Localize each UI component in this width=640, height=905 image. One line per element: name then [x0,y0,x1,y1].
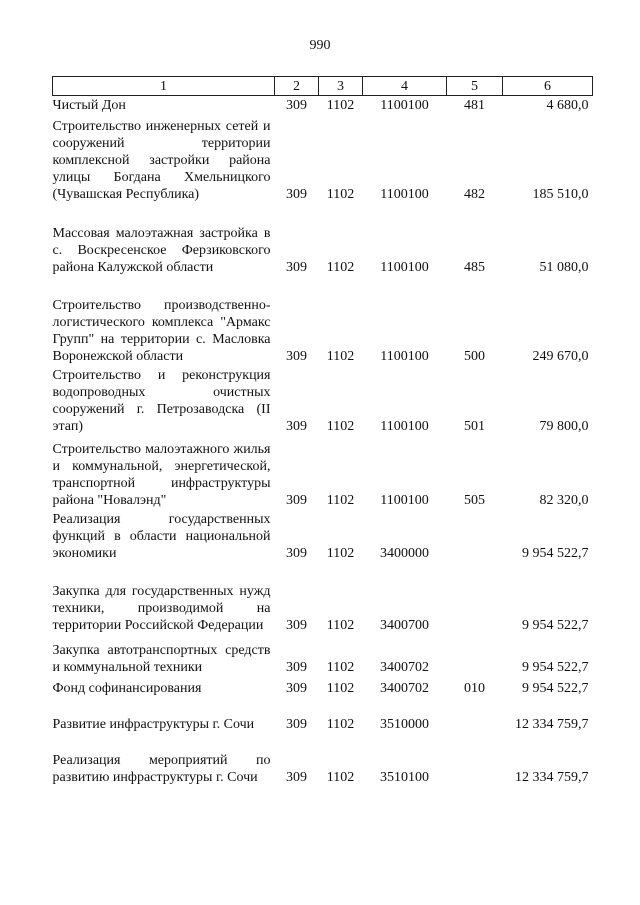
row-code-5: 481 [464,98,485,113]
row-code-3: 1102 [326,618,355,633]
column-header: 5 [447,77,503,96]
table-row [53,636,593,678]
row-code-4: 3510000 [380,717,429,732]
row-code-5: 010 [464,681,485,696]
row-code-4: 1100100 [380,187,429,202]
row-code-4: 3510100 [380,770,429,785]
row-name: Строительство и реконструкция водопроводных очистных сооружений г. Петрозаводска (II этап) [52,368,271,434]
row-code-2: 309 [286,681,307,696]
row-code-2: 309 [286,660,307,675]
row-code-5: 500 [464,349,485,364]
row-amount: 249 670,0 [532,349,589,364]
row-code-2: 309 [286,546,307,561]
table-row [53,678,593,699]
column-header: 2 [275,77,319,96]
row-code-4: 3400000 [380,546,429,561]
row-code-2: 309 [286,419,307,434]
row-amount: 9 954 522,7 [522,660,589,675]
row-code-5 [447,511,503,564]
row-amount: 12 334 759,7 [515,717,589,732]
row-name: Фонд софинансирования [52,681,202,696]
row-code-5 [447,699,503,735]
row-code-2: 309 [286,260,307,275]
row-code-2: 309 [286,98,307,113]
row-amount: 185 510,0 [532,187,589,202]
row-name: Строительство производственно-логистического комплекса "Армакс Групп" на территории с. Масловка Воронежской области [52,298,271,364]
row-code-2: 309 [286,493,307,508]
table-row [53,278,593,367]
row-code-2: 309 [286,618,307,633]
row-code-5: 485 [464,260,485,275]
table-row [53,116,593,205]
row-amount: 9 954 522,7 [522,618,589,633]
row-code-4: 3400702 [380,660,429,675]
row-code-5: 505 [464,493,485,508]
row-code-5 [447,636,503,678]
row-code-5 [447,735,503,788]
row-code-4: 1100100 [380,419,429,434]
row-amount: 9 954 522,7 [522,546,589,561]
row-name: Чистый Дон [52,98,126,113]
table-row [53,735,593,788]
row-name: Развитие инфраструктуры г. Сочи [52,717,255,732]
row-code-3: 1102 [326,98,355,113]
row-code-3: 1102 [326,681,355,696]
row-amount: 82 320,0 [539,493,589,508]
row-name: Закупка автотранспортных средств и коммунальной техники [52,643,271,675]
row-code-5: 501 [464,419,485,434]
row-code-4: 1100100 [380,349,429,364]
row-amount: 4 680,0 [546,98,589,113]
row-name: Реализация мероприятий по развитию инфраструктуры г. Сочи [52,753,271,785]
row-code-3: 1102 [326,493,355,508]
row-code-4: 1100100 [380,260,429,275]
row-code-5 [447,564,503,636]
row-amount: 12 334 759,7 [515,770,589,785]
row-code-4: 1100100 [380,493,429,508]
table-row [53,564,593,636]
row-name: Строительство малоэтажного жилья и коммунальной, энергетической, транспортной инфраструктуры района "Новалэнд" [52,442,271,508]
row-name: Реализация государственных функций в области национальной экономики [52,512,271,561]
table-row [53,437,593,511]
header-row [53,77,593,96]
table-row [53,699,593,735]
row-name: Массовая малоэтажная застройка в с. Воскресенское Ферзиковского района Калужской области [52,226,271,275]
row-code-5: 482 [464,187,485,202]
row-amount: 51 080,0 [539,260,589,275]
row-code-3: 1102 [326,187,355,202]
row-code-4: 3400702 [380,681,429,696]
column-header: 6 [503,77,593,96]
row-code-2: 309 [286,770,307,785]
row-code-3: 1102 [326,660,355,675]
row-code-2: 309 [286,349,307,364]
page-number: 990 [309,38,331,53]
row-code-2: 309 [286,717,307,732]
table-row [53,367,593,437]
row-code-4: 3400700 [380,618,429,633]
row-code-4: 1100100 [380,98,429,113]
row-name: Закупка для государственных нужд техники, производимой на территории Российской Федерации [52,584,271,633]
table-row [53,96,593,117]
row-code-3: 1102 [326,260,355,275]
row-amount: 9 954 522,7 [522,681,589,696]
row-code-3: 1102 [326,419,355,434]
budget-table [52,76,593,788]
row-code-3: 1102 [326,770,355,785]
table-row [53,511,593,564]
column-header: 3 [319,77,363,96]
row-code-2: 309 [286,187,307,202]
row-code-3: 1102 [326,546,355,561]
row-amount: 79 800,0 [539,419,589,434]
column-header: 4 [363,77,447,96]
column-header: 1 [53,77,275,96]
row-code-3: 1102 [326,349,355,364]
row-code-3: 1102 [326,717,355,732]
table-row [53,205,593,278]
row-name: Строительство инженерных сетей и сооружений территории комплексной застройки района улицы Богдана Хмельницкого (Чувашская Республика) [52,119,271,202]
